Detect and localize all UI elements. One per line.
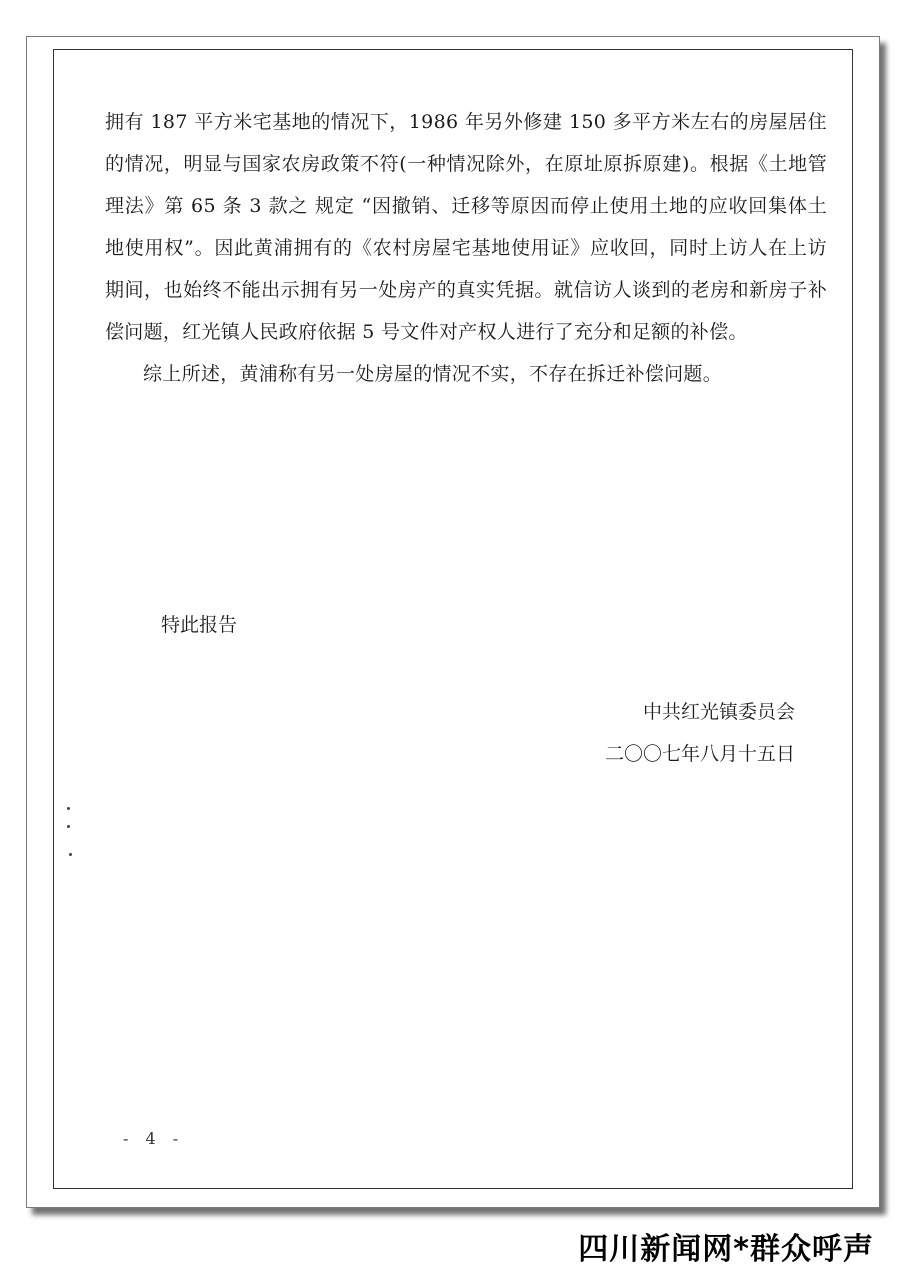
paragraph-2: 综上所述，黄浦称有另一处房屋的情况不实，不存在拆迁补偿问题。 — [143, 363, 723, 385]
signature-block — [605, 691, 795, 775]
closing-remark: 特此报告 — [161, 614, 238, 636]
document-body — [105, 101, 827, 395]
scanned-page — [26, 36, 880, 1208]
signature-date: 二〇〇七年八月十五日 — [604, 743, 795, 765]
source-watermark: 四川新闻网*群众呼声 — [578, 1232, 874, 1267]
signature-organization: 中共红光镇委员会 — [642, 701, 795, 723]
page-number: - 4 - — [123, 1129, 185, 1148]
paragraph-1: 拥有 187 平方米宅基地的情况下，1986 年另外修建 150 多平方米左右的房屋居住的情况，明显与国家农房政策不符(一种情况除外，在原址原拆原建)。根据《土地管理法》第 65 条 3 款之 规定 “因撤销、迁移等原因而停止使用土地的应收回集体土地使用权”。因此黄浦拥有的《农村房屋宅基地使用证》应收回，同时上访人在上访期间，也始终不能出示拥有另一处房产的真实凭据。就信访人谈到的老房和新房子补偿问题，红光镇人民政府依据 5 号文件对产权人进行了充分和足额的补偿。 — [105, 111, 827, 343]
